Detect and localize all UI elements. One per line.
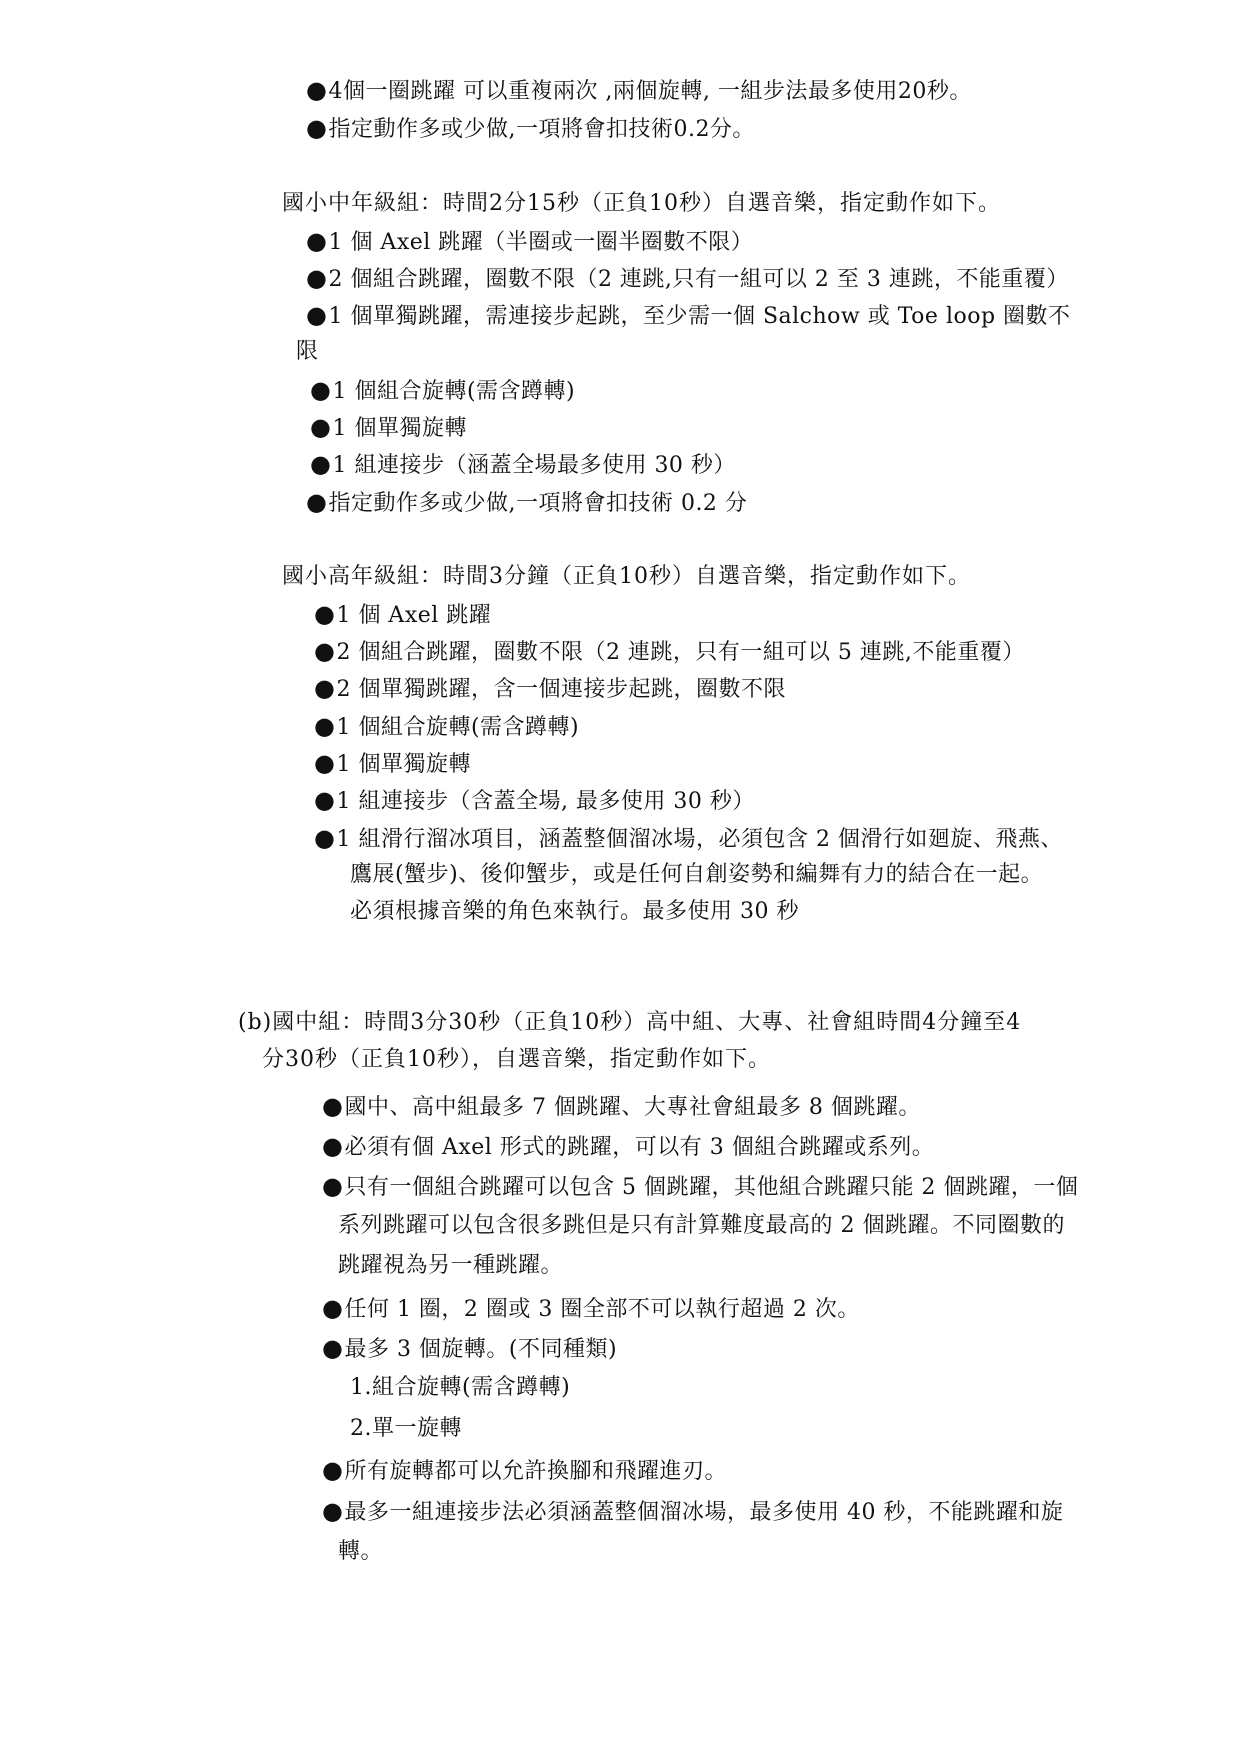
section3-item-5-text: 1 個單獨旋轉 (336, 752, 471, 777)
section4-item-3-continuation-1: 系列跳躍可以包含很多跳但是只有計算難度最高的 2 個跳躍。不同圈數的 (338, 1213, 1065, 1238)
section4-item-5-subitem-1: 1.組合旋轉(需含蹲轉) (350, 1375, 571, 1400)
section1-item-2-text: 指定動作多或少做,一項將會扣技術0.2分。 (328, 117, 755, 142)
section4-item-6 (322, 1455, 727, 1487)
section2-item-3 (306, 300, 1071, 332)
section4-heading-line-2: 分30秒（正負10秒），自選音樂，指定動作如下。 (262, 1047, 771, 1072)
section3-item-7 (314, 823, 1063, 855)
section3-item-7-text: 1 組滑行溜冰項目，涵蓋整個溜冰場，必須包含 2 個滑行如廻旋、飛燕、 (336, 827, 1063, 852)
section4-item-3-text: 只有一個組合跳躍可以包含 5 個跳躍，其他組合跳躍只能 2 個跳躍，一個 (344, 1175, 1079, 1200)
section2-item-7-text: 指定動作多或少做,一項將會扣技術 0.2 分 (328, 491, 748, 516)
bullet-icon: ● (306, 301, 328, 329)
section1-item-1-text: 4個一圈跳躍 可以重複兩次 ,兩個旋轉, 一組步法最多使用20秒。 (328, 79, 972, 104)
bullet-icon: ● (306, 76, 328, 104)
section2-item-3-continuation: 限 (296, 339, 319, 364)
section2-item-4 (310, 375, 575, 407)
section3-heading: 國小高年級組：時間3分鐘（正負10秒）自選音樂，指定動作如下。 (282, 564, 971, 589)
section4-item-4-text: 任何 1 圈，2 圈或 3 圈全部不可以執行超過 2 次。 (344, 1297, 860, 1322)
section4-item-3 (322, 1171, 1078, 1203)
section4-item-7-text: 最多一組連接步法必須涵蓋整個溜冰場，最多使用 40 秒，不能跳躍和旋 (344, 1500, 1064, 1525)
section1-item-2 (306, 113, 755, 145)
section2-item-2 (306, 263, 1069, 295)
section4-item-3-continuation-2: 跳躍視為另一種跳躍。 (338, 1253, 564, 1278)
section3-item-6 (314, 785, 755, 817)
section3-item-1 (314, 599, 491, 631)
section3-item-3-text: 2 個單獨跳躍，含一個連接步起跳，圈數不限 (336, 677, 786, 702)
section3-item-7-continuation-2: 必須根據音樂的角色來執行。最多使用 30 秒 (350, 899, 799, 924)
section2-heading: 國小中年級組：時間2分15秒（正負10秒）自選音樂，指定動作如下。 (282, 191, 1001, 216)
bullet-icon: ● (322, 1294, 344, 1322)
bullet-icon: ● (322, 1092, 344, 1120)
section4-item-6-text: 所有旋轉都可以允許換腳和飛躍進刃。 (344, 1459, 727, 1484)
bullet-icon: ● (314, 749, 336, 777)
bullet-icon: ● (306, 114, 328, 142)
bullet-icon: ● (310, 376, 332, 404)
section4-item-1 (322, 1091, 921, 1123)
section2-item-7 (306, 487, 747, 519)
section3-item-4 (314, 711, 579, 743)
section2-item-6-text: 1 組連接步（涵蓋全場最多使用 30 秒） (332, 453, 736, 478)
bullet-icon: ● (322, 1334, 344, 1362)
bullet-icon: ● (314, 637, 336, 665)
section2-item-1-text: 1 個 Axel 跳躍（半圈或一圈半圈數不限） (328, 230, 754, 255)
section2-item-5-text: 1 個單獨旋轉 (332, 416, 467, 441)
section4-item-5-subitem-2: 2.單一旋轉 (350, 1416, 462, 1441)
bullet-icon: ● (310, 450, 332, 478)
section3-item-5 (314, 748, 471, 780)
section4-item-4 (322, 1293, 860, 1325)
section4-item-2-text: 必須有個 Axel 形式的跳躍，可以有 3 個組合跳躍或系列。 (344, 1135, 935, 1160)
section4-item-7-continuation: 轉。 (338, 1539, 384, 1564)
section2-item-1 (306, 226, 753, 258)
section4-item-1-text: 國中、高中組最多 7 個跳躍、大專社會組最多 8 個跳躍。 (344, 1095, 921, 1120)
section3-item-3 (314, 673, 786, 705)
section3-item-1-text: 1 個 Axel 跳躍 (336, 603, 492, 628)
section2-item-3-text: 1 個單獨跳躍，需連接步起跳，至少需一個 Salchow 或 Toe loop 圈數不 (328, 304, 1071, 329)
bullet-icon: ● (322, 1132, 344, 1160)
section1-item-1 (306, 75, 972, 107)
bullet-icon: ● (314, 824, 336, 852)
bullet-icon: ● (314, 786, 336, 814)
bullet-icon: ● (322, 1456, 344, 1484)
bullet-icon: ● (314, 712, 336, 740)
section2-item-6 (310, 449, 736, 481)
section4-item-7 (322, 1496, 1063, 1528)
section4-heading-line-1: (b)國中組：時間3分30秒（正負10秒）高中組、大專、社會組時間4分鐘至4 (238, 1010, 1022, 1035)
bullet-icon: ● (306, 488, 328, 516)
section4-item-2 (322, 1131, 934, 1163)
section3-item-2 (314, 636, 1025, 668)
section2-item-5 (310, 412, 467, 444)
section4-item-5 (322, 1333, 617, 1365)
section4-item-5-text: 最多 3 個旋轉。(不同種類) (344, 1337, 618, 1362)
bullet-icon: ● (322, 1497, 344, 1525)
section2-item-2-text: 2 個組合跳躍，圈數不限（2 連跳,只有一組可以 2 至 3 連跳，不能重覆） (328, 267, 1069, 292)
section3-item-2-text: 2 個組合跳躍，圈數不限（2 連跳，只有一組可以 5 連跳,不能重覆） (336, 640, 1025, 665)
bullet-icon: ● (322, 1172, 344, 1200)
section2-item-4-text: 1 個組合旋轉(需含蹲轉) (332, 379, 576, 404)
section3-item-6-text: 1 組連接步（含蓋全場, 最多使用 30 秒） (336, 789, 755, 814)
bullet-icon: ● (314, 674, 336, 702)
bullet-icon: ● (306, 227, 328, 255)
bullet-icon: ● (310, 413, 332, 441)
section3-item-7-continuation-1: 鷹展(蟹步)、後仰蟹步，或是任何自創姿勢和編舞有力的結合在一起。 (350, 862, 1044, 887)
bullet-icon: ● (314, 600, 336, 628)
bullet-icon: ● (306, 264, 328, 292)
section3-item-4-text: 1 個組合旋轉(需含蹲轉) (336, 715, 580, 740)
